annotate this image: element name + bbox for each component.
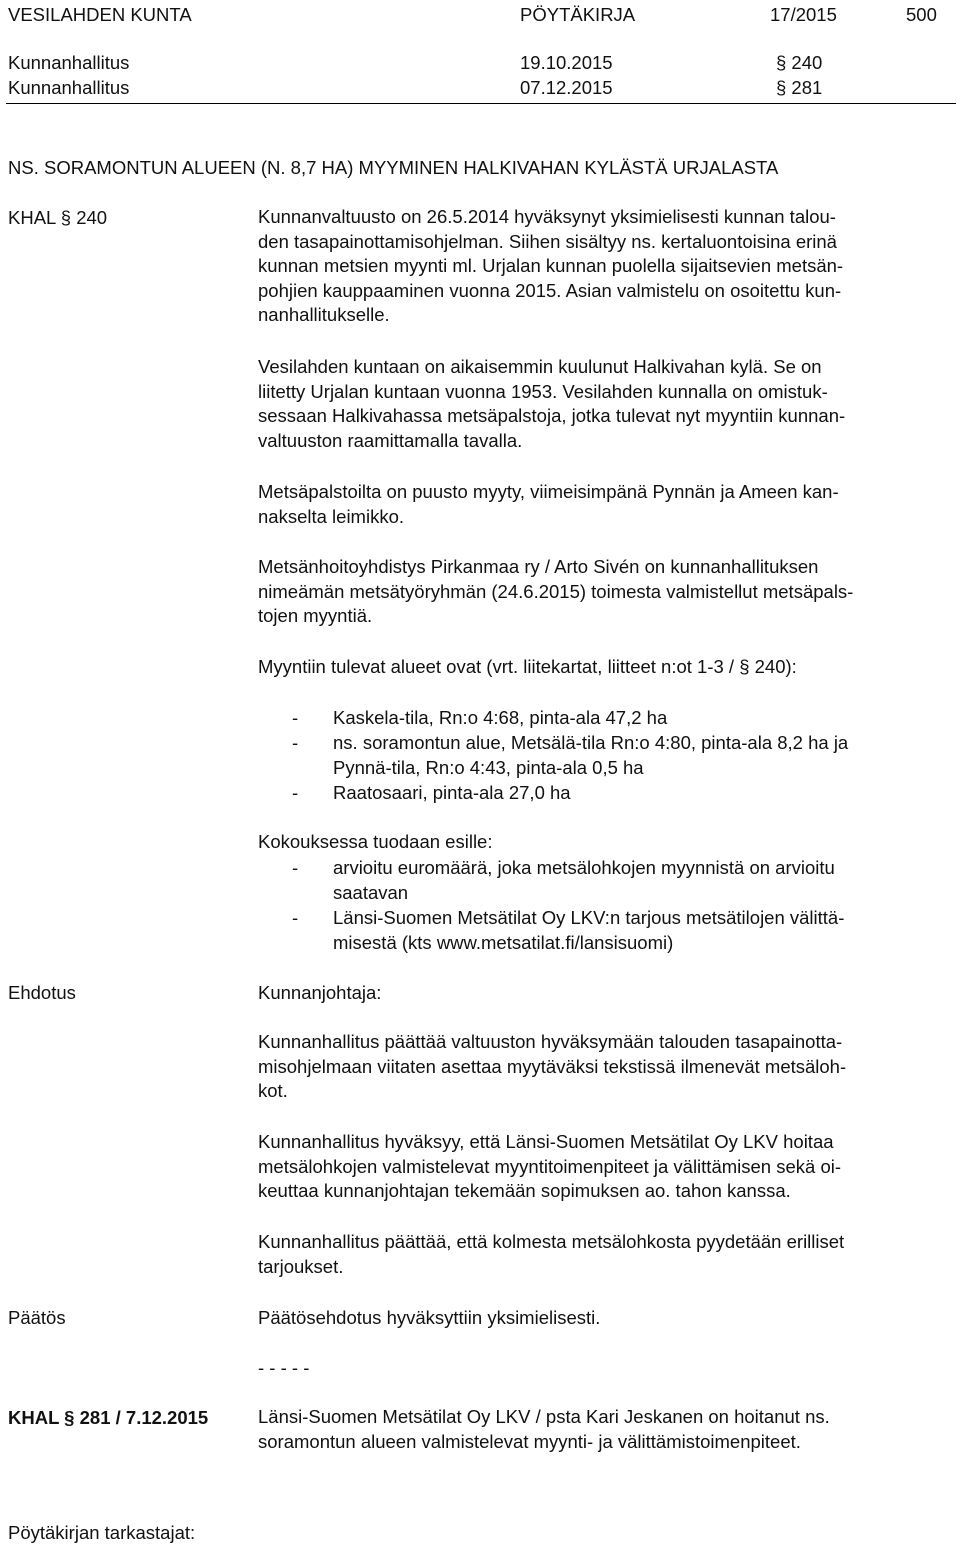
list-item-dash: - — [292, 907, 299, 928]
paragraph-history: Vesilahden kuntaan on aikaisemmin kuulunut Halkivahan kylä. Se on liitetty Urjalan kuntaan vuonna 1953. Vesilahden kunnalla on omistuk- sessaan Halkivahassa metsäpalstoja, jotka tulevat nyt myyntiin kunnan- valtuuston raamittamalla tavalla. — [258, 356, 846, 451]
paragraph-proposal-3: Kunnanhallitus päättää, että kolmesta metsälohkosta pyydetään erilliset tarjoukset. — [258, 1231, 845, 1277]
paragraph-meeting-intro: Kokouksessa tuodaan esille: — [258, 831, 493, 852]
list-item: arvioitu euromäärä, joka metsälohkojen myynnistä on arvioitu — [333, 857, 835, 878]
list-item: Raatosaari, pinta-ala 27,0 ha — [333, 782, 571, 803]
list-item-dash: - — [292, 707, 299, 728]
list-item-dash: - — [292, 732, 299, 753]
meeting-date-2: 07.12.2015 — [520, 77, 613, 98]
paragraph-areas-intro: Myyntiin tulevat alueet ovat (vrt. liitekartat, liitteet n:ot 1-3 / § 240): — [258, 656, 797, 677]
footer-inspectors: Pöytäkirjan tarkastajat: — [8, 1522, 196, 1543]
municipality-name: VESILAHDEN KUNTA — [8, 4, 192, 25]
paragraph-timber: Metsäpalstoilta on puusto myyty, viimeisimpänä Pynnän ja Ameen kan- nakselta leimikko. — [258, 481, 839, 527]
section-number-1: § 240 — [776, 52, 823, 73]
list-item-dash: - — [292, 857, 299, 878]
section-label-khal-240: KHAL § 240 — [8, 207, 108, 228]
list-item: Länsi-Suomen Metsätilat Oy LKV:n tarjous metsätilojen välittä- — [333, 907, 845, 928]
list-item: ns. soramontun alue, Metsälä-tila Rn:o 4:80, pinta-ala 8,2 ha ja — [333, 732, 849, 753]
separator: - - - - - — [258, 1357, 310, 1378]
list-item-continuation: Pynnä-tila, Rn:o 4:43, pinta-ala 0,5 ha — [333, 757, 644, 778]
document-type: PÖYTÄKIRJA — [520, 4, 636, 25]
paragraph-forestry-association: Metsänhoitoyhdistys Pirkanmaa ry / Arto Sivén on kunnanhallituksen nimeämän metsätyöryhmän (24.6.2015) toimesta valmistellut metsäpals- tojen myyntiä. — [258, 556, 854, 627]
board-name-2: Kunnanhallitus — [8, 77, 130, 98]
board-name-1: Kunnanhallitus — [8, 52, 130, 73]
section-number-2: § 281 — [776, 77, 823, 98]
decision-text: Päätösehdotus hyväksyttiin yksimielisesti. — [258, 1307, 601, 1328]
list-item: Kaskela-tila, Rn:o 4:68, pinta-ala 47,2 ha — [333, 707, 668, 728]
page-number: 500 — [906, 4, 937, 25]
paragraph-background: Kunnanvaltuusto on 26.5.2014 hyväksynyt yksimielisesti kunnan talou- den tasapainottamisohjelman. Siihen sisältyy ns. kertaluontoisina erinä kunnan metsien myynti ml. Urjalan kunnan puolella sijaitsevien metsän- pohjien kauppaaminen vuonna 2015. Asian valmistelu on osoitettu kun- nanhallitukselle. — [258, 206, 844, 326]
list-item-continuation: misestä (kts www.metsatilat.fi/lansisuomi) — [333, 932, 674, 953]
meeting-date-1: 19.10.2015 — [520, 52, 613, 73]
section-label-proposal: Ehdotus — [8, 982, 76, 1003]
section-label-khal-281: KHAL § 281 / 7.12.2015 — [8, 1407, 209, 1428]
list-item-continuation: saatavan — [333, 882, 409, 903]
paragraph-proposal-2: Kunnanhallitus hyväksyy, että Länsi-Suomen Metsätilat Oy LKV hoitaa metsälohkojen valmistelevat myyntitoimenpiteet ja välittämisen sekä oi- keuttaa kunnanjohtajan tekemään sopimuksen ao. tahon kanssa. — [258, 1131, 842, 1202]
list-item-dash: - — [292, 782, 299, 803]
header-divider — [6, 103, 956, 104]
proposer: Kunnanjohtaja: — [258, 982, 382, 1003]
section-label-decision: Päätös — [8, 1307, 66, 1328]
paragraph-khal-281: Länsi-Suomen Metsätilat Oy LKV / psta Kari Jeskanen on hoitanut ns. soramontun alueen valmistelevat myynti- ja välittämistoimenpiteet. — [258, 1406, 830, 1452]
document-title: NS. SORAMONTUN ALUEEN (N. 8,7 HA) MYYMINEN HALKIVAHAN KYLÄSTÄ URJALASTA — [8, 157, 779, 178]
minutes-number: 17/2015 — [770, 4, 837, 25]
paragraph-proposal-1: Kunnanhallitus päättää valtuuston hyväksymään talouden tasapainotta- misohjelmaan viitaten asettaa myytäväksi tekstissä ilmenevät metsäloh- kot. — [258, 1031, 847, 1102]
